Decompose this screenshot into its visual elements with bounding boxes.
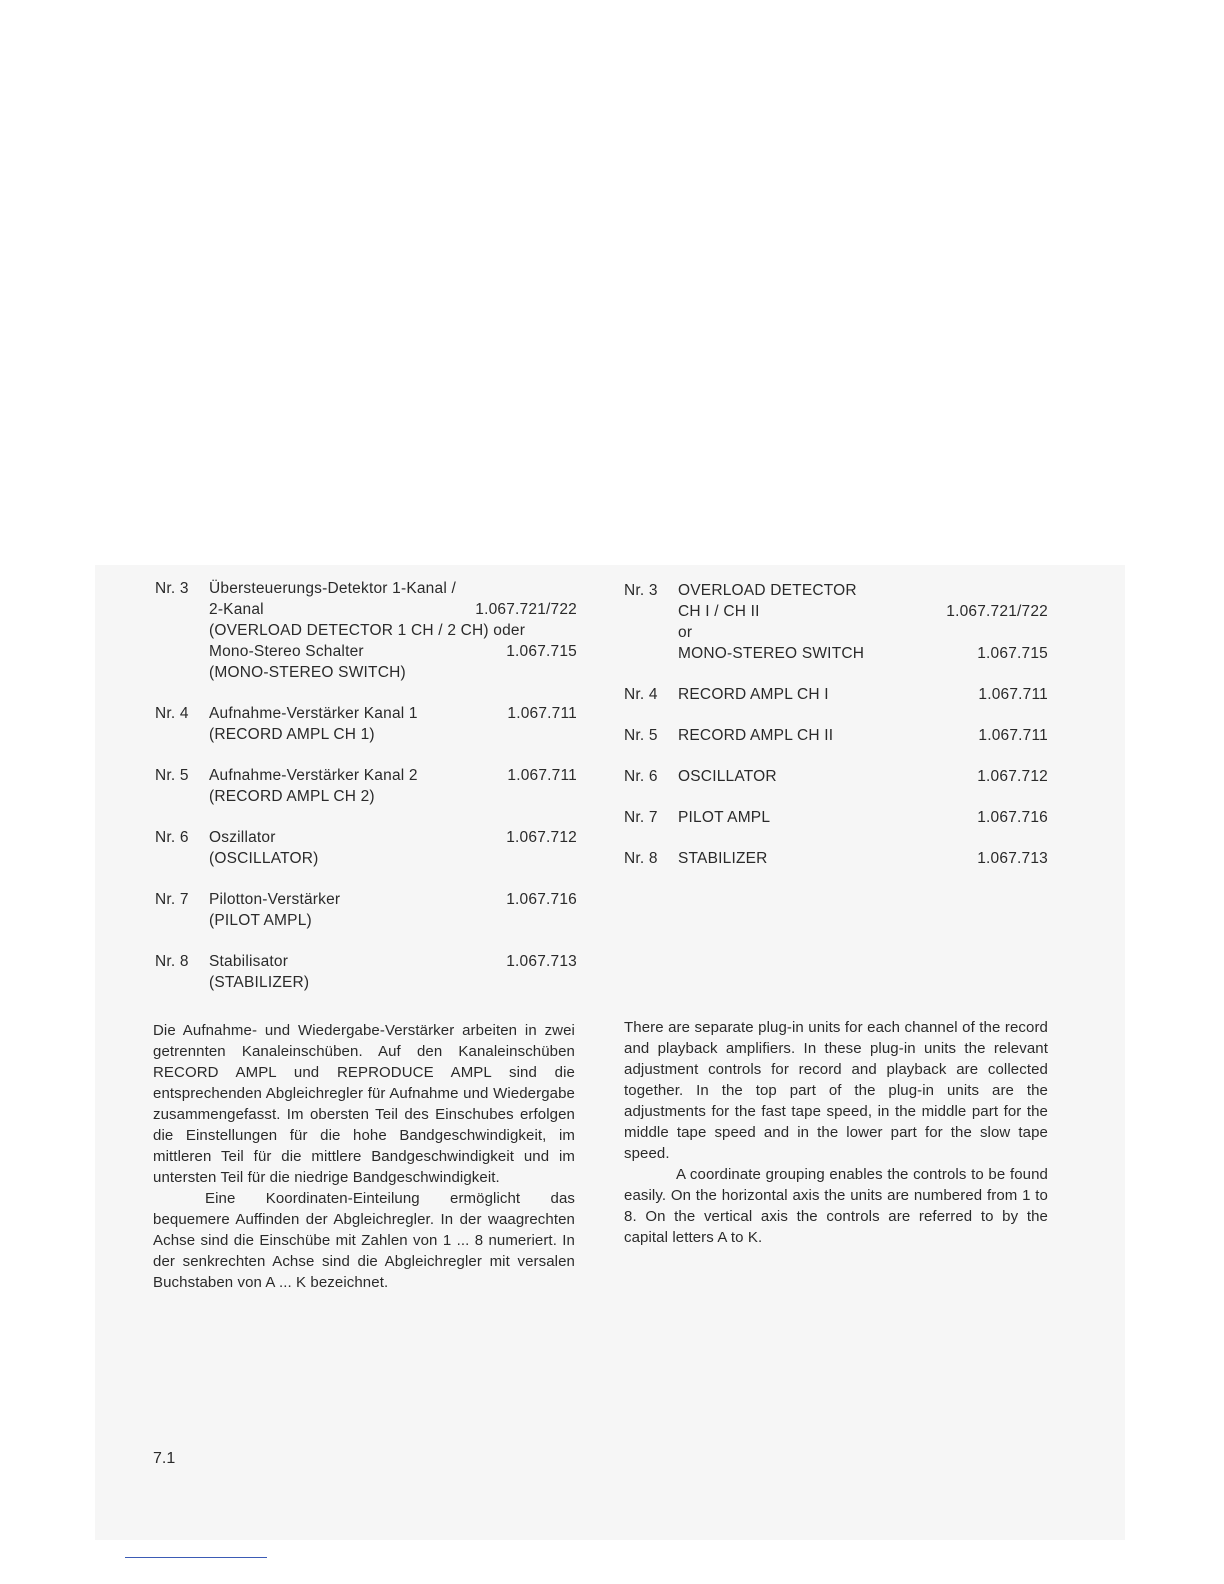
part-code: 1.067.713	[506, 953, 577, 970]
item-number: Nr. 8	[155, 953, 189, 970]
parts-list-item	[155, 578, 577, 683]
part-code: 1.067.712	[977, 768, 1048, 785]
parts-list-item	[624, 848, 1048, 869]
part-code: 1.067.716	[506, 891, 577, 908]
item-description: (PILOT AMPL)	[209, 912, 312, 929]
item-number: Nr. 7	[155, 891, 189, 908]
part-code: 1.067.716	[977, 809, 1048, 826]
parts-list-item	[624, 766, 1048, 787]
part-code: 1.067.721/722	[475, 601, 577, 618]
item-description: RECORD AMPL CH I	[678, 686, 829, 703]
part-code: 1.067.712	[506, 829, 577, 846]
item-number: Nr. 8	[624, 850, 658, 867]
part-code: 1.067.711	[507, 705, 577, 722]
part-code: 1.067.721/722	[946, 603, 1048, 620]
paragraph: Die Aufnahme- und Wiedergabe-Verstärker arbeiten in zwei getrennten Kanaleinschüben. Auf den Kanaleinschüben RECORD AMPL und REPRODUCE AMPL sind die entsprechenden Abgleichregler für Aufnahme und Wiedergabe zusammengefasst. Im obersten Teil des Einschubes erfolgen die Einstellungen für die hohe Bandgeschwindigkeit, im mittleren Teil für die mittlere Bandgeschwindigkeit und im untersten Teil für die niedrige Bandgeschwindigkeit.	[153, 1022, 575, 1186]
item-description: (RECORD AMPL CH 2)	[209, 788, 375, 805]
parts-list-english	[624, 580, 1048, 889]
parts-list-item	[624, 684, 1048, 705]
item-description: Aufnahme-Verstärker Kanal 2	[209, 767, 418, 784]
item-description: OSCILLATOR	[678, 768, 777, 785]
paragraph: Eine Koordinaten-Einteilung ermöglicht das bequemere Auffinden der Abgleichregler. In der waagrechten Achse sind die Einschübe mit Zahlen von 1 ... 8 numeriert. In der senkrechten Achse sind die Abgleichregler mit versalen Buchstaben von A ... K bezeichnet.	[153, 1190, 575, 1291]
item-description: or	[678, 624, 693, 641]
parts-list-item	[624, 725, 1048, 746]
description-german	[153, 1020, 575, 1293]
paragraph: There are separate plug-in units for each channel of the record and playback amplifiers. In these plug-in units the relevant adjustment controls for record and playback are collected together. In the top part of the plug-in units are the adjustments for the fast tape speed, in the middle part for the middle tape speed and in the lower part for the slow tape speed.	[624, 1019, 1048, 1162]
item-description: (RECORD AMPL CH 1)	[209, 726, 375, 743]
item-description: 2-Kanal	[209, 601, 264, 618]
part-code: 1.067.711	[978, 727, 1048, 744]
part-code: 1.067.713	[977, 850, 1048, 867]
item-number: Nr. 4	[155, 705, 189, 722]
item-description: (MONO-STEREO SWITCH)	[209, 664, 406, 681]
item-number: Nr. 6	[624, 768, 658, 785]
item-description: OVERLOAD DETECTOR	[678, 582, 857, 599]
parts-list-item	[155, 951, 577, 993]
item-number: Nr. 4	[624, 686, 658, 703]
item-description: Stabilisator	[209, 953, 289, 970]
page-number: 7.1	[153, 1450, 176, 1467]
item-description: Pilotton-Verstärker	[209, 891, 341, 908]
parts-list-german	[155, 578, 577, 1013]
item-number: Nr. 5	[624, 727, 658, 744]
item-description: RECORD AMPL CH II	[678, 727, 834, 744]
parts-list-item	[624, 580, 1048, 664]
item-description: Mono-Stereo Schalter	[209, 643, 364, 660]
item-number: Nr. 7	[624, 809, 658, 826]
item-number: Nr. 3	[155, 580, 189, 597]
paragraph: A coordinate grouping enables the controls to be found easily. On the horizontal axis the units are numbered from 1 to 8. On the vertical axis the controls are referred to by the capital letters A to K.	[624, 1166, 1048, 1246]
item-number: Nr. 5	[155, 767, 189, 784]
item-description: Übersteuerungs-Detektor 1-Kanal /	[209, 580, 456, 597]
item-description: STABILIZER	[678, 850, 768, 867]
part-code: 1.067.715	[977, 645, 1048, 662]
item-description: MONO-STEREO SWITCH	[678, 645, 865, 662]
item-description: Aufnahme-Verstärker Kanal 1	[209, 705, 418, 722]
item-description: Oszillator	[209, 829, 276, 846]
part-code: 1.067.715	[506, 643, 577, 660]
item-description: PILOT AMPL	[678, 809, 771, 826]
parts-list-item	[155, 765, 577, 807]
item-number: Nr. 6	[155, 829, 189, 846]
parts-list-item	[155, 889, 577, 931]
part-code: 1.067.711	[507, 767, 577, 784]
part-code: 1.067.711	[978, 686, 1048, 703]
item-description: (OVERLOAD DETECTOR 1 CH / 2 CH) oder	[209, 622, 526, 639]
item-description: CH I / CH II	[678, 603, 760, 620]
parts-list-item	[624, 807, 1048, 828]
description-english	[624, 1017, 1048, 1248]
footer-rule	[125, 1557, 267, 1558]
item-description: (STABILIZER)	[209, 974, 310, 991]
item-number: Nr. 3	[624, 582, 658, 599]
parts-list-item	[155, 703, 577, 745]
parts-list-item	[155, 827, 577, 869]
item-description: (OSCILLATOR)	[209, 850, 319, 867]
